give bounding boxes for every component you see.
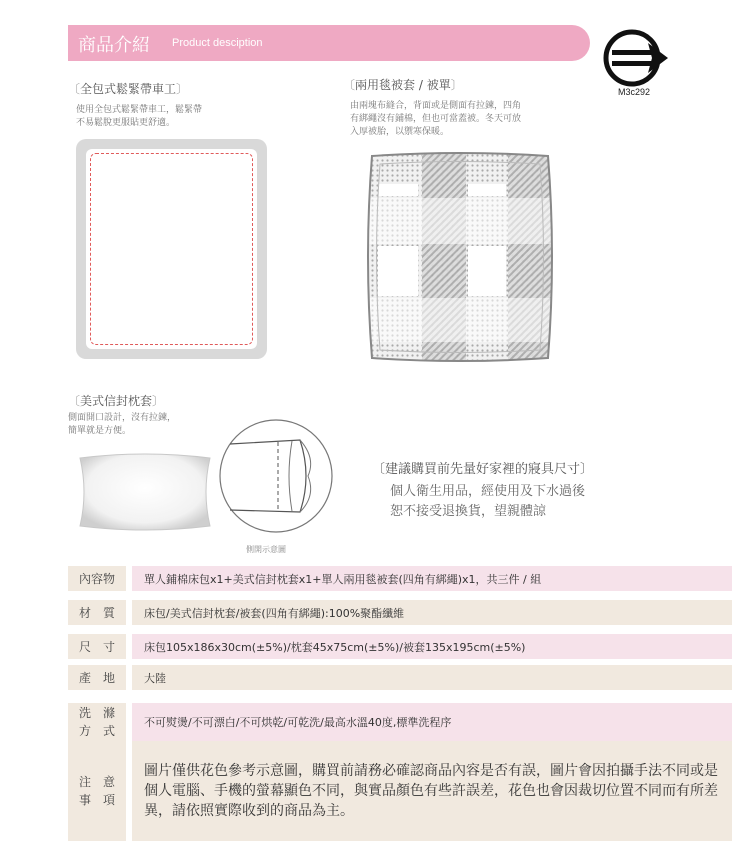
feature-desc-blanket [350,100,521,139]
spec-label: 材 質 [68,600,126,625]
desc-line: 使用全包式鬆緊帶車工，鬆緊帶 [76,105,203,115]
fitted-sheet-illustration [76,139,267,359]
pillow-diagram-caption: 側開示意圖 [246,545,286,554]
spec-label: 尺 寸 [68,634,126,659]
feature-title-text: 全包式鬆緊帶車工 [80,82,177,96]
feature-title-elastic: 〔全包式鬆緊帶車工〕 [68,82,189,96]
feature-desc-pillowcase [68,412,176,438]
size-advice-title: 〔建議購買前先量好家裡的寢具尺寸〕 [372,462,594,477]
desc-line: 入厚被胎，以禦寒保暖。 [350,127,450,137]
feature-title-pillowcase: 〔美式信封枕套〕 [68,394,165,408]
feature-title-blanket: 〔兩用毯被套 / 被單〕 [343,78,463,92]
feature-title-text: 美式信封枕套 [80,394,153,408]
header-bar [68,25,590,61]
desc-line: 簡單就是方便。 [68,426,132,436]
desc-line: 有綁繩沒有鋪棉，但也可當蓋被。冬天可放 [350,114,522,124]
certification-code: M3c292 [617,87,651,97]
spec-value: 大陸 [132,665,732,690]
spec-value: 不可熨燙/不可漂白/不可烘乾/可乾洗/最高水溫40度,標準洗程序 [132,703,732,741]
spec-label: 洗 滌 方 式 [68,703,126,741]
blanket-cover-illustration [360,148,560,366]
pillow-illustration [76,452,214,532]
feature-desc-elastic [76,104,202,130]
desc-line: 側面開口設計，沒有拉鍊， [68,413,177,423]
desc-line: 不易鬆脫更服貼更舒適。 [76,118,176,128]
feature-title-text: 兩用毯被套 / 被單 [355,78,451,92]
hygiene-notice [390,482,585,522]
pillow-side-opening-diagram [216,410,336,540]
spec-value: 單人鋪棉床包x1+美式信封枕套x1+單人兩用毯被套(四角有綁繩)x1，共三件 / 組 [132,566,732,591]
section-subtitle: Product desciption [172,37,263,49]
spec-value: 床包105x186x30cm(±5%)/枕套45x75cm(±5%)/被套135x195cm(±5%) [132,634,732,659]
spec-label: 注 意 事 項 [68,741,126,841]
spec-value: 圖片僅供花色參考示意圖，購買前請務必確認商品內容是否有誤，圖片會因拍攝手法不同或是個人電腦、手機的螢幕顯色不同，與實品顏色有些許誤差，花色也會因裁切位置不同而有所差異，請依照實際收到的商品為主。 [132,741,732,841]
spec-label: 內容物 [68,566,126,591]
section-title: 商品介紹 [78,35,150,56]
notice-line: 恕不接受退換貨，望親體諒 [390,504,547,519]
spec-value: 床包/美式信封枕套/被套(四角有綁繩):100%聚酯纖維 [132,600,732,625]
notice-line: 個人衛生用品，經使用及下水過後 [390,484,586,499]
fitted-sheet-surface [86,149,257,349]
spec-label: 產 地 [68,665,126,690]
size-advice-title-text: 建議購買前先量好家裡的寢具尺寸 [385,462,581,477]
elastic-stitch-line [90,153,253,345]
desc-line: 由兩塊布縫合，背面或是側面有拉鍊，四角 [350,101,522,111]
